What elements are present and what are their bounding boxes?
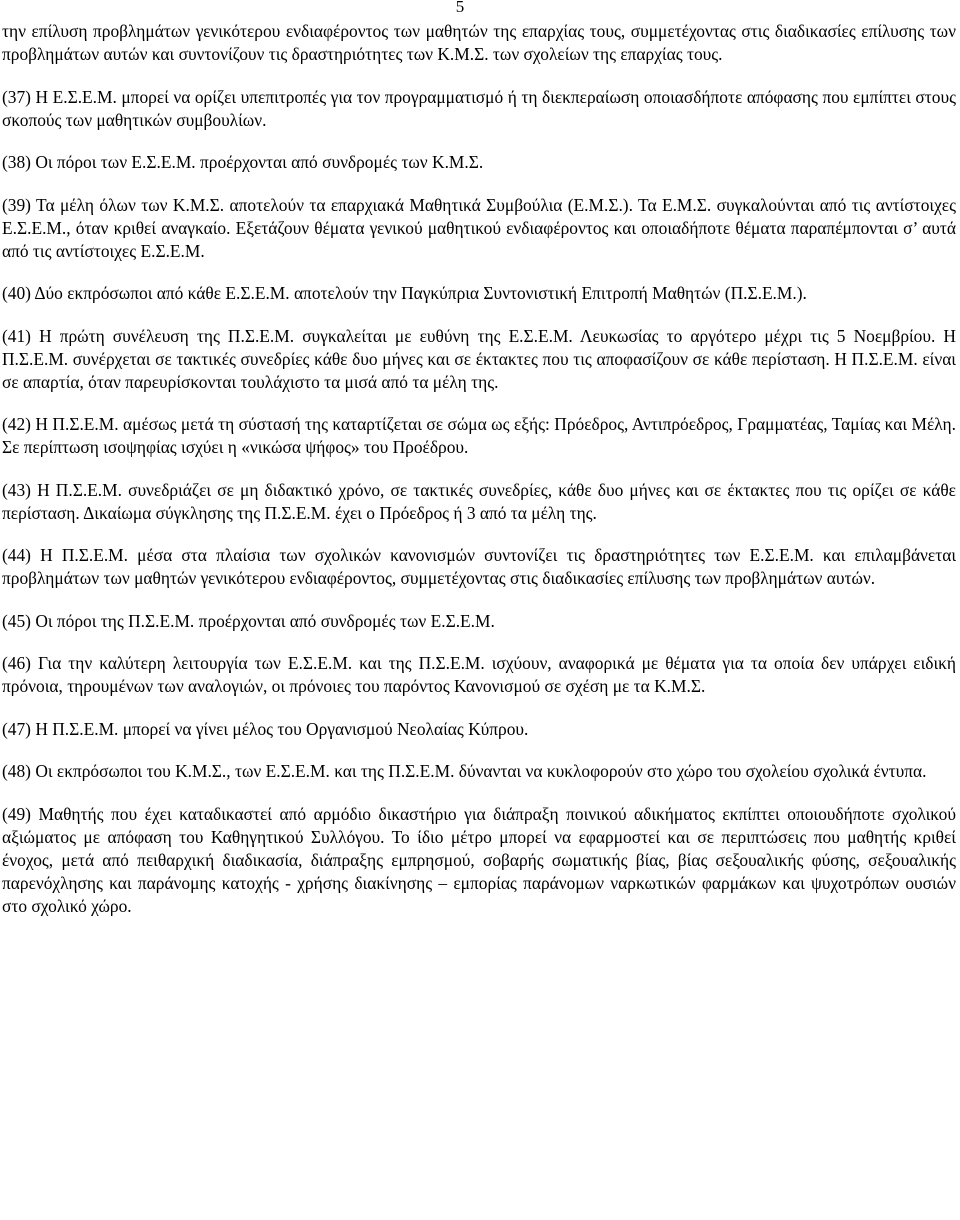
paragraph-44: (44) Η Π.Σ.Ε.Μ. μέσα στα πλαίσια των σχολικών κανονισμών συντονίζει τις δραστηριότητες των Ε.Σ.Ε.Μ. και επιλαμβάνεται προβλημάτων των μαθητών γενικότερου ενδιαφέροντος, συμμετέχοντας στις διαδικασίες επίλυσης των προβλημάτων αυτών. [2,545,956,588]
paragraph-37: (37) Η Ε.Σ.Ε.Μ. μπορεί να ορίζει υπεπιτροπές για τον προγραμματισμό ή τη διεκπεραίωση οποιασδήποτε απόφασης που εμπίπτει στους σκοπούς των μαθητικών συμβουλίων. [2,86,956,130]
paragraph-continuation: την επίλυση προβλημάτων γενικότερου ενδιαφέροντος των μαθητών της επαρχίας τους, συμμετέχοντας στις διαδικασίες επίλυσης των προβλημάτων αυτών και συντονίζουν τις δραστηριότητες των Κ.Μ.Σ. των σχολείων της επαρχίας τους. [2,21,956,64]
paragraph-41: (41) Η πρώτη συνέλευση της Π.Σ.Ε.Μ. συγκαλείται με ευθύνη της Ε.Σ.Ε.Μ. Λευκωσίας το αργότερο μέχρι τις 5 Νοεμβρίου. Η Π.Σ.Ε.Μ. συνέρχεται σε τακτικές συνεδρίες κάθε δυο μήνες και σε έκτακτες που τις αποφασίζουν σε κάθε περίσταση. Η Π.Σ.Ε.Μ. είναι σε απαρτία, όταν παρευρίσκονται τουλάχιστο τα μισά από τα μέλη της. [2,325,956,392]
paragraph-47: (47) Η Π.Σ.Ε.Μ. μπορεί να γίνει μέλος του Οργανισμού Νεολαίας Κύπρου. [2,718,529,739]
paragraph-38: (38) Οι πόροι των Ε.Σ.Ε.Μ. προέρχονται από συνδρομές των Κ.Μ.Σ. [2,152,484,172]
paragraph-48: (48) Οι εκπρόσωποι του Κ.Μ.Σ., των Ε.Σ.Ε.Μ. και της Π.Σ.Ε.Μ. δύνανται να κυκλοφορούν στο χώρο του σχολείου σχολικά έντυπα. [2,761,927,781]
page-number: 5 [455,0,465,16]
paragraph-45: (45) Οι πόροι της Π.Σ.Ε.Μ. προέρχονται από συνδρομές των Ε.Σ.Ε.Μ. [2,610,495,631]
paragraph-40: (40) Δύο εκπρόσωποι από κάθε Ε.Σ.Ε.Μ. αποτελούν την Παγκύπρια Συντονιστική Επιτροπή Μαθητών (Π.Σ.Ε.Μ.). [2,283,807,303]
paragraph-42: (42) Η Π.Σ.Ε.Μ. αμέσως μετά τη σύστασή της καταρτίζεται σε σώμα ως εξής: Πρόεδρος, Αντιπρόεδρος, Γραμματέας, Ταμίας και Μέλη. Σε περίπτωση ισοψηφίας ισχύει η «νικώσα ψήφος» του Προέδρου. [2,414,956,457]
paragraph-46: (46) Για την καλύτερη λειτουργία των Ε.Σ.Ε.Μ. και της Π.Σ.Ε.Μ. ισχύουν, αναφορικά με θέματα για τα οποία δεν υπάρχει ειδική πρόνοια, τηρουμένων των αναλογιών, οι πρόνοιες του παρόντος Κανονισμού σε σχέση με τα Κ.Μ.Σ. [2,653,956,696]
paragraph-39: (39) Τα μέλη όλων των Κ.Μ.Σ. αποτελούν τα επαρχιακά Μαθητικά Συμβούλια (Ε.Μ.Σ.). Τα Ε.Μ.Σ. συγκαλούνται από τις αντίστοιχες Ε.Σ.Ε.Μ., όταν κριθεί αναγκαίο. Εξετάζουν θέματα γενικού μαθητικού ενδιαφέροντος και οποιαδήποτε θέματα παραπέμπονται σ’ αυτά από τις αντίστοιχες Ε.Σ.Ε.Μ. [2,194,956,261]
paragraph-43: (43) Η Π.Σ.Ε.Μ. συνεδριάζει σε μη διδακτικό χρόνο, σε τακτικές συνεδρίες, κάθε δυο μήνες και σε έκτακτες που τις ορίζει σε κάθε περίσταση. Δικαίωμα σύγκλησης της Π.Σ.Ε.Μ. έχει ο Πρόεδρος ή 3 από τα μέλη της. [2,479,956,523]
document-body [2,20,956,918]
paragraph-49: (49) Μαθητής που έχει καταδικαστεί από αρμόδιο δικαστήριο για διάπραξη ποινικού αδικήματος εκπίπτει οποιουδήποτε σχολικού αξιώματος με απόφαση του Καθηγητικού Συλλόγου. Το ίδιο μέτρο μπορεί να εφαρμοστεί και σε περιπτώσεις που μαθητής κριθεί ένοχος, μετά από πειθαρχική διαδικασία, διάπραξης εμπρησμού, σοβαρής σωματικής βίας, βίας σεξουαλικής φύσης, σεξουαλικής παρενόχλησης και παράνομης κατοχής - χρήσης διακίνησης – εμπορίας παράνομων ναρκωτικών φαρμάκων και ψυχοτρόπων ουσιών στο σχολικό χώρο. [2,803,956,916]
